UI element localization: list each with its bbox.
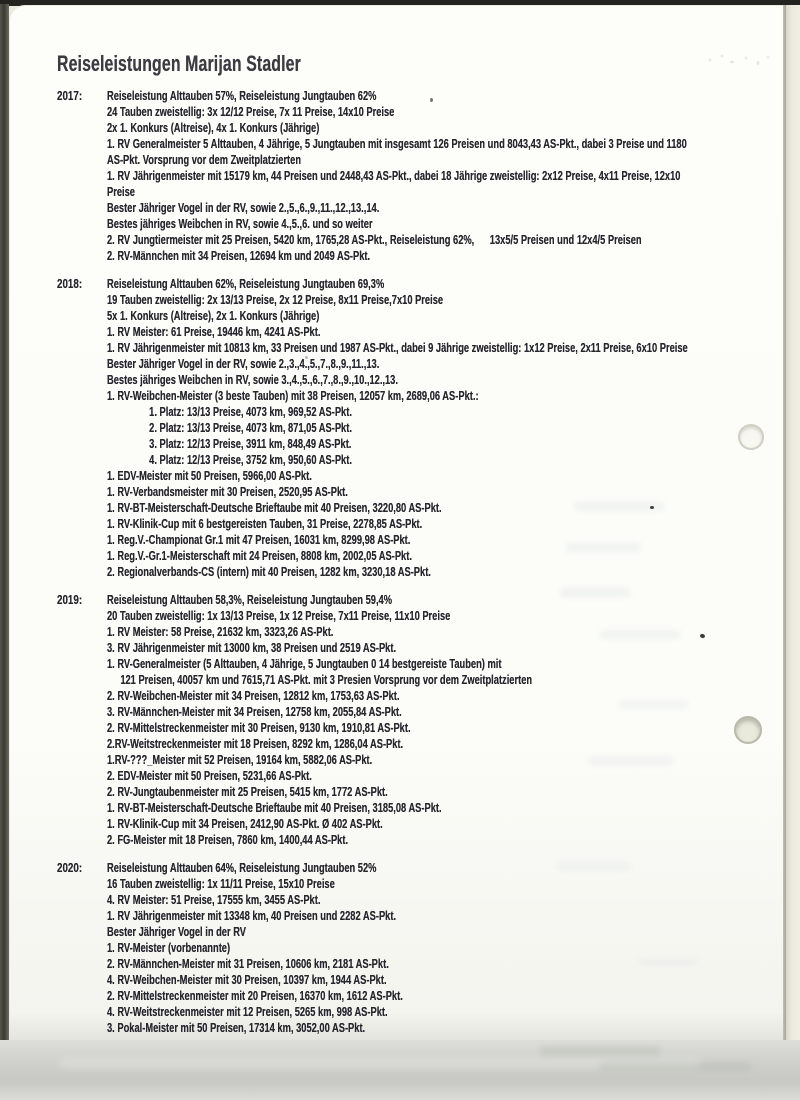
text-line: Bester Jähriger Vogel in der RV, sowie 2.,5.,6.,9.,11.,12.,13.,14. xyxy=(107,201,380,215)
year-section xyxy=(57,276,797,580)
text-line: 4. Platz: 12/13 Preise, 3752 km, 950,60 AS-Pkt. xyxy=(149,453,352,467)
section-lines xyxy=(107,592,618,848)
text-line: 2. RV-Männchen mit 34 Preisen, 12694 km und 2049 AS-Pkt. xyxy=(107,249,371,263)
text-line: 4. RV-Weitstreckenmeister mit 12 Preisen, 5265 km, 998 AS-Pkt. xyxy=(107,1005,388,1019)
text-line: 1. RV Jährigenmeister mit 10813 km, 33 Preisen und 1987 AS-Pkt., dabei 9 Jährige zweistellig: 1x12 Preise, 2x11 Preise, 6x10 Preise xyxy=(107,341,688,355)
text-line: Reiseleistung Alttauben 58,3%, Reiseleistung Jungtauben 59,4% xyxy=(107,593,393,607)
text-line: Bester Jähriger Vogel in der RV, sowie 2.,3.,4.,5.,7.,8.,9.,11.,13. xyxy=(107,357,380,371)
text-line: 2.RV-Weitstreckenmeister mit 18 Preisen, 8292 km, 1286,04 AS-Pkt. xyxy=(107,737,404,751)
year-label: 2019: xyxy=(57,593,83,607)
year-section xyxy=(57,592,797,848)
text-line: 2. RV-Männchen-Meister mit 31 Preisen, 10606 km, 2181 AS-Pkt. xyxy=(107,957,389,971)
text-line: 1. EDV-Meister mit 50 Preisen, 5966,00 AS-Pkt. xyxy=(107,469,312,483)
text-line: 1. RV-BT-Meisterschaft-Deutsche Brieftaube mit 40 Preisen, 3220,80 AS-Pkt. xyxy=(107,501,442,515)
text-line: Bestes jähriges Weibchen in RV, sowie 3.,4.,5.,6.,7.,8.,9.,10.,12.,13. xyxy=(107,373,398,387)
year-label: 2018: xyxy=(57,277,83,291)
text-line: Preise xyxy=(107,185,135,199)
text-line: 4. RV-Weibchen-Meister mit 30 Preisen, 10397 km, 1944 AS-Pkt. xyxy=(107,973,387,987)
text-line: 1. RV Jährigenmeister mit 13348 km, 40 Preisen und 2282 AS-Pkt. xyxy=(107,909,397,923)
text-line: 3. Platz: 12/13 Preise, 3911 km, 848,49 AS-Pkt. xyxy=(149,437,352,451)
text-line: Reiseleistung Alttauben 57%, Reiseleistung Jungtauben 62% xyxy=(107,89,377,103)
text-line: 3. RV-Männchen-Meister mit 34 Preisen, 12758 km, 2055,84 AS-Pkt. xyxy=(107,705,402,719)
document-content xyxy=(57,50,797,1048)
text-line: 19 Tauben zweistellig: 2x 13/13 Preise, 2x 12 Preise, 8x11 Preise,7x10 Preise xyxy=(107,293,444,307)
text-line: 1. RV Meister: 58 Preise, 21632 km, 3323,26 AS-Pkt. xyxy=(107,625,334,639)
text-line: 3. Pokal-Meister mit 50 Preisen, 17314 km, 3052,00 AS-Pkt. xyxy=(107,1021,366,1035)
year-section xyxy=(57,860,797,1036)
text-line: 20 Tauben zweistellig: 1x 13/13 Preise, 1x 12 Preise, 7x11 Preise, 11x10 Preise xyxy=(107,609,451,623)
section-lines xyxy=(107,88,687,264)
text-line: 1. Platz: 13/13 Preise, 4073 km, 969,52 AS-Pkt. xyxy=(149,405,352,419)
text-line: 1. RV Jährigenmeister mit 15179 km, 44 Preisen und 2448,43 AS-Pkt., dabei 18 Jährige zweistellig: 2x12 Preise, 4x11 Preise, 12x10 xyxy=(107,169,681,183)
text-line: 2. EDV-Meister mit 50 Preisen, 5231,66 AS-Pkt. xyxy=(107,769,312,783)
year-label: 2020: xyxy=(57,861,83,875)
text-line: 2. RV-Weibchen-Meister mit 34 Preisen, 12812 km, 1753,63 AS-Pkt. xyxy=(107,689,400,703)
text-line: 121 Preisen, 40057 km und 7615,71 AS-Pkt. mit 3 Presien Vorsprung vor dem Zweitplatzierten xyxy=(120,673,533,687)
text-line: 1. RV-Generalmeister (5 Alttauben, 4 Jährige, 5 Jungtauben 0 14 bestgereiste Tauben) mit xyxy=(107,657,502,671)
text-line: 1. RV-BT-Meisterschaft-Deutsche Brieftaube mit 40 Preisen, 3185,08 AS-Pkt. xyxy=(107,801,442,815)
text-line: 2. Platz: 13/13 Preise, 4073 km, 871,05 AS-Pkt. xyxy=(149,421,352,435)
text-line: 2. RV Jungtiermeister mit 25 Preisen, 5420 km, 1765,28 AS-Pkt., Reiseleistung 62%, 13x5/5 Preisen und 12x4/5 Preisen xyxy=(107,233,642,247)
text-line: 2x 1. Konkurs (Altreise), 4x 1. Konkurs (Jährige) xyxy=(107,121,320,135)
year-section xyxy=(57,88,797,264)
text-line: Bester Jähriger Vogel in der RV xyxy=(107,925,246,939)
section-lines xyxy=(107,276,688,580)
text-line: 16 Tauben zweistellig: 1x 11/11 Preise, 15x10 Preise xyxy=(107,877,335,891)
text-line: Reiseleistung Alttauben 64%, Reiseleistung Jungtauben 52% xyxy=(107,861,377,875)
text-line: 2. FG-Meister mit 18 Preisen, 7860 km, 1400,44 AS-Pkt. xyxy=(107,833,349,847)
text-line: 1.RV-???_Meister mit 52 Preisen, 19164 km, 5882,06 AS-Pkt. xyxy=(107,753,373,767)
text-line: 1. Reg.V.-Gr.1-Meisterschaft mit 24 Preisen, 8808 km, 2002,05 AS-Pkt. xyxy=(107,549,412,563)
page-left-edge-shadow xyxy=(0,4,9,1056)
text-line: Reiseleistung Alttauben 62%, Reiseleistung Jungtauben 69,3% xyxy=(107,277,385,291)
text-line: 1. RV Generalmeister 5 Alttauben, 4 Jährige, 5 Jungtauben mit insgesamt 126 Preisen und 8043,43 AS-Pkt., dabei 3 Preise und 1180 xyxy=(107,137,687,151)
text-line: 2. RV-Mittelstreckenmeister mit 30 Preisen, 9130 km, 1910,81 AS-Pkt. xyxy=(107,721,411,735)
text-line: 3. RV Jährigenmeister mit 13000 km, 38 Preisen und 2519 AS-Pkt. xyxy=(107,641,397,655)
text-line: 5x 1. Konkurs (Altreise), 2x 1. Konkurs (Jährige) xyxy=(107,309,320,323)
text-line: 1. RV-Weibchen-Meister (3 beste Tauben) mit 38 Preisen, 12057 km, 2689,06 AS-Pkt.: xyxy=(107,389,479,403)
year-sections xyxy=(57,88,797,1036)
text-line: 1. RV-Meister (vorbenannte) xyxy=(107,941,231,955)
year-label: 2017: xyxy=(57,89,83,103)
text-line: 1. RV-Klinik-Cup mit 6 bestgereisten Tauben, 31 Preise, 2278,85 AS-Pkt. xyxy=(107,517,423,531)
text-line: 1. RV-Verbandsmeister mit 30 Preisen, 2520,95 AS-Pkt. xyxy=(107,485,348,499)
page-title: Reiseleistungen Marijan Stadler xyxy=(57,51,301,76)
text-line: Bestes jähriges Weibchen in RV, sowie 4.,5.,6. und so weiter xyxy=(107,217,373,231)
text-line: 2. RV-Jungtaubenmeister mit 25 Preisen, 5415 km, 1772 AS-Pkt. xyxy=(107,785,388,799)
text-line: 4. RV Meister: 51 Preise, 17555 km, 3455 AS-Pkt. xyxy=(107,893,321,907)
text-line: 1. RV Meister: 61 Preise, 19446 km, 4241 AS-Pkt. xyxy=(107,325,321,339)
text-line: 2. Regionalverbands-CS (intern) mit 40 Preisen, 1282 km, 3230,18 AS-Pkt. xyxy=(107,565,431,579)
section-lines xyxy=(107,860,618,1036)
text-line: AS-Pkt. Vorsprung vor dem Zweitplatzierten xyxy=(107,153,302,167)
bleed-through-mark xyxy=(600,1062,750,1071)
text-line: 24 Tauben zweistellig: 3x 12/12 Preise, 7x 11 Preise, 14x10 Preise xyxy=(107,105,395,119)
text-line: 1. Reg.V.-Championat Gr.1 mit 47 Preisen, 16031 km, 8299,98 AS-Pkt. xyxy=(107,533,411,547)
text-line: 2. RV-Mittelstreckenmeister mit 20 Preisen, 16370 km, 1612 AS-Pkt. xyxy=(107,989,403,1003)
text-line: 1. RV-Klinik-Cup mit 34 Preisen, 2412,90 AS-Pkt. Ø 402 AS-Pkt. xyxy=(107,817,383,831)
